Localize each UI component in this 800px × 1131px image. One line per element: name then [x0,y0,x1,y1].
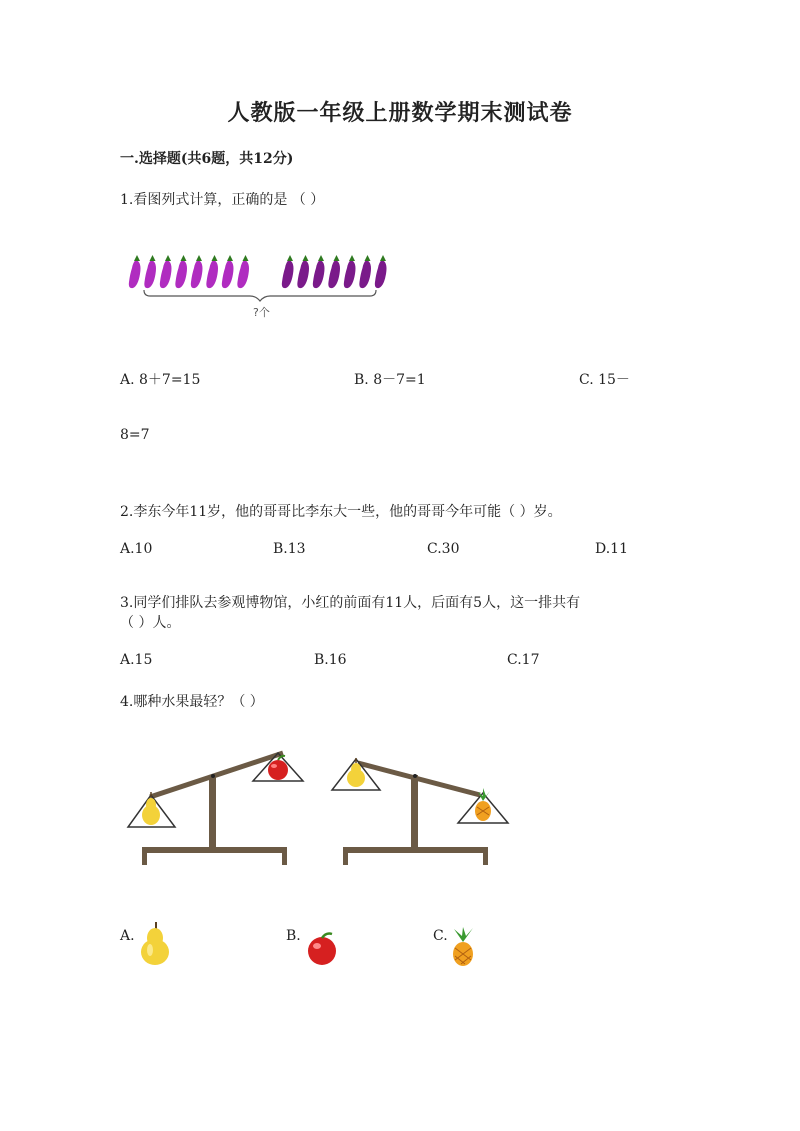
eggplant-icon [344,255,356,288]
q3-option-c[interactable]: C.17 [507,652,540,668]
q2-option-c[interactable]: C.30 [427,541,460,557]
eggplant-icon [237,255,249,288]
question-1-text: 1.看图列式计算，正确的是 （ ） [120,192,325,208]
question-4-text: 4.哪种水果最轻？（ ） [120,694,264,710]
question-3-text: 3.同学们排队去参观博物馆，小红的前面有11人，后面有5人，这一排共有 [120,595,581,611]
question-2-text: 2.李东今年11岁，他的哥哥比李东大一些，他的哥哥今年可能（ ）岁。 [120,504,562,520]
eggplant-icon [175,255,187,288]
eggplant-icon [313,255,325,288]
balance-scale-icon [330,745,510,870]
q3-option-a[interactable]: A.15 [120,652,153,668]
q1-option-a[interactable]: A. 8＋7=15 [120,372,201,388]
section-heading: 一.选择题(共6题，共12分) [120,151,294,167]
q4-option-b[interactable]: B. [286,928,301,944]
apple-icon [306,932,340,966]
q4-option-c[interactable]: C. [433,928,448,944]
eggplant-icon [222,255,234,288]
eggplant-icon [328,255,340,288]
q1-option-c[interactable]: C. 15－ [579,372,630,388]
q2-option-a[interactable]: A.10 [120,541,153,557]
question-3-text-continued: （ ）人。 [120,615,181,631]
eggplant-icon [144,255,156,288]
eggplant-icon [282,255,294,288]
eggplant-icon [129,255,141,288]
page-title: 人教版一年级上册数学期末测试卷 [227,100,573,126]
eggplant-icon [206,255,218,288]
brace-icon [144,290,376,301]
q4-option-a[interactable]: A. [120,928,135,944]
eggplant-icon [191,255,203,288]
eggplant-icon [375,255,387,288]
q1-option-b[interactable]: B. 8－7=1 [354,372,426,388]
eggplant-icon [297,255,309,288]
figure-question-label: ?个 [253,306,270,319]
pineapple-icon [448,927,478,967]
pear-icon [138,920,172,966]
q2-option-d[interactable]: D.11 [595,541,628,557]
q1-option-c-continued: 8=7 [120,427,150,443]
q2-option-b[interactable]: B.13 [273,541,306,557]
eggplant-icon [359,255,371,288]
eggplant-icon [160,255,172,288]
q3-option-b[interactable]: B.16 [314,652,347,668]
balance-scale-icon [125,745,305,870]
